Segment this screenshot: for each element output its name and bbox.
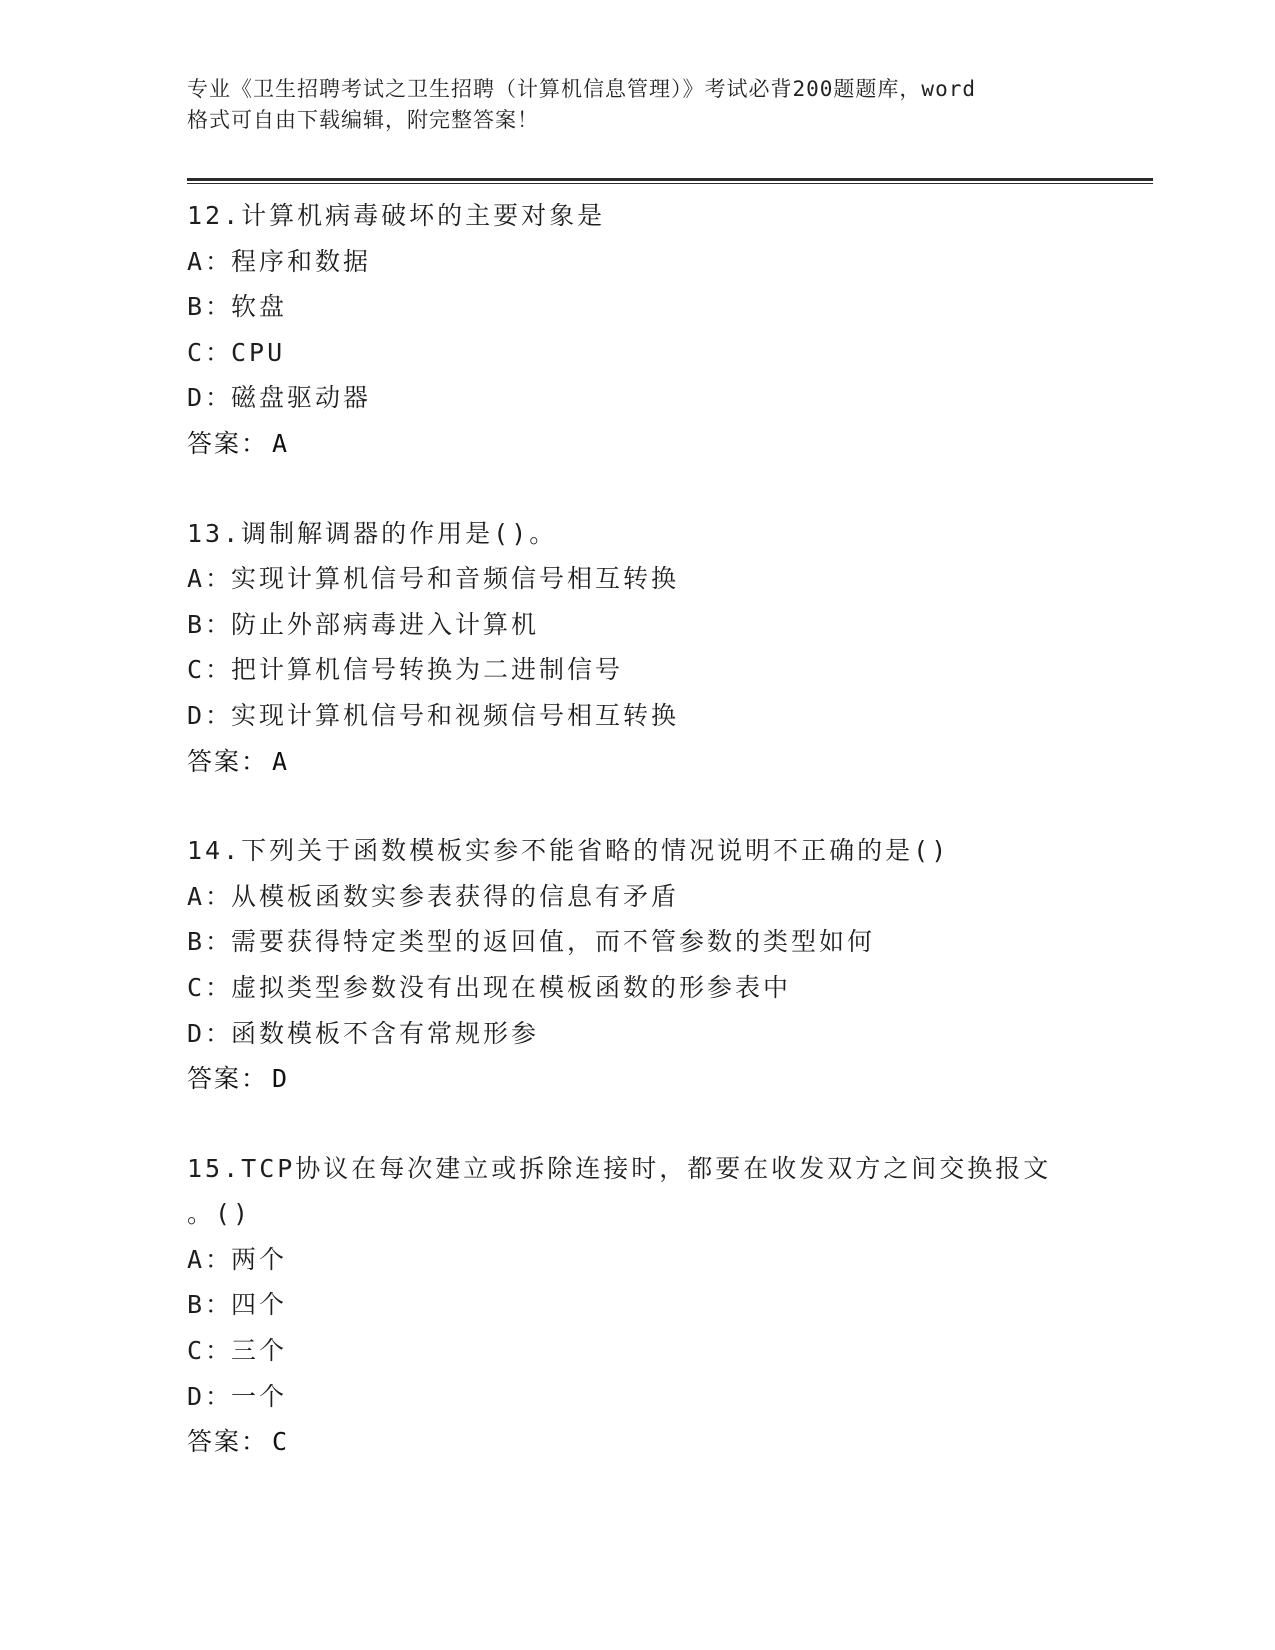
question-13	[187, 511, 1087, 785]
question-12	[187, 193, 1087, 467]
option-c	[187, 647, 1087, 693]
option-key: B：	[187, 292, 234, 322]
question-15	[187, 1146, 1087, 1465]
header-line-2: 格式可自由下载编辑，附完整答案！	[187, 108, 539, 132]
answer-label: 答案：	[187, 1064, 269, 1094]
option-d	[187, 1011, 1087, 1057]
option-key: A：	[187, 564, 234, 594]
option-text: 防止外部病毒进入计算机	[231, 609, 540, 639]
option-key: C：	[187, 1336, 234, 1366]
question-14	[187, 828, 1087, 1102]
option-a	[187, 1237, 1087, 1283]
option-b	[187, 602, 1087, 648]
option-key: D：	[187, 383, 234, 413]
option-text: 函数模板不含有常规形参	[231, 1018, 540, 1048]
answer-label: 答案：	[187, 1427, 269, 1457]
option-key: B：	[187, 927, 234, 957]
option-a	[187, 239, 1087, 285]
option-key: C：	[187, 337, 234, 367]
option-a	[187, 874, 1087, 920]
option-c	[187, 330, 1087, 376]
option-text: 虚拟类型参数没有出现在模板函数的形参表中	[231, 972, 792, 1002]
option-b	[187, 284, 1087, 330]
option-text: 一个	[231, 1381, 288, 1411]
answer-value: C	[272, 1427, 290, 1457]
option-text: 磁盘驱动器	[231, 383, 372, 413]
option-text: 实现计算机信号和音频信号相互转换	[231, 564, 680, 594]
option-key: C：	[187, 655, 234, 685]
question-stem: 14.下列关于函数模板实参不能省略的情况说明不正确的是()	[187, 836, 950, 866]
option-key: C：	[187, 972, 234, 1002]
option-text: 实现计算机信号和视频信号相互转换	[231, 700, 680, 730]
option-key: D：	[187, 700, 234, 730]
option-key: B：	[187, 609, 234, 639]
option-c	[187, 1328, 1087, 1374]
answer-label: 答案：	[187, 428, 269, 458]
answer-line	[187, 739, 1087, 785]
option-text: 四个	[231, 1290, 288, 1320]
answer-line	[187, 1419, 1087, 1465]
option-d	[187, 1374, 1087, 1420]
option-text: 需要获得特定类型的返回值，而不管参数的类型如何	[231, 927, 876, 957]
question-stem: 15.TCP协议在每次建立或拆除连接时，都要在收发双方之间交换报文	[187, 1153, 1052, 1183]
answer-value: A	[272, 428, 290, 458]
question-stem: 12.计算机病毒破坏的主要对象是	[187, 201, 606, 230]
option-text: 三个	[231, 1336, 288, 1366]
option-text: 程序和数据	[231, 246, 372, 276]
option-c	[187, 965, 1087, 1011]
header-divider	[187, 178, 1153, 184]
header-line-1: 专业《卫生招聘考试之卫生招聘（计算机信息管理）》考试必背200题题库，word	[187, 77, 976, 101]
question-list	[187, 193, 1087, 1509]
question-stem: 13.调制解调器的作用是()。	[187, 518, 558, 548]
option-text: 软盘	[231, 292, 288, 322]
answer-line	[187, 1056, 1087, 1102]
option-a	[187, 556, 1087, 602]
option-text: 两个	[231, 1244, 288, 1274]
option-key: B：	[187, 1290, 234, 1320]
option-key: A：	[187, 246, 234, 276]
option-key: D：	[187, 1381, 234, 1411]
document-header	[187, 74, 1087, 136]
answer-label: 答案：	[187, 746, 269, 776]
option-text: 从模板函数实参表获得的信息有矛盾	[231, 881, 680, 911]
answer-value: A	[272, 746, 290, 776]
option-key: A：	[187, 1244, 234, 1274]
option-d	[187, 375, 1087, 421]
answer-value: D	[272, 1064, 290, 1094]
option-key: A：	[187, 881, 234, 911]
option-text: 把计算机信号转换为二进制信号	[231, 655, 624, 685]
option-text: CPU	[231, 337, 286, 367]
answer-line	[187, 421, 1087, 467]
option-b	[187, 1282, 1087, 1328]
question-stem-continued: 。()	[187, 1199, 252, 1229]
option-b	[187, 919, 1087, 965]
option-d	[187, 693, 1087, 739]
option-key: D：	[187, 1018, 234, 1048]
